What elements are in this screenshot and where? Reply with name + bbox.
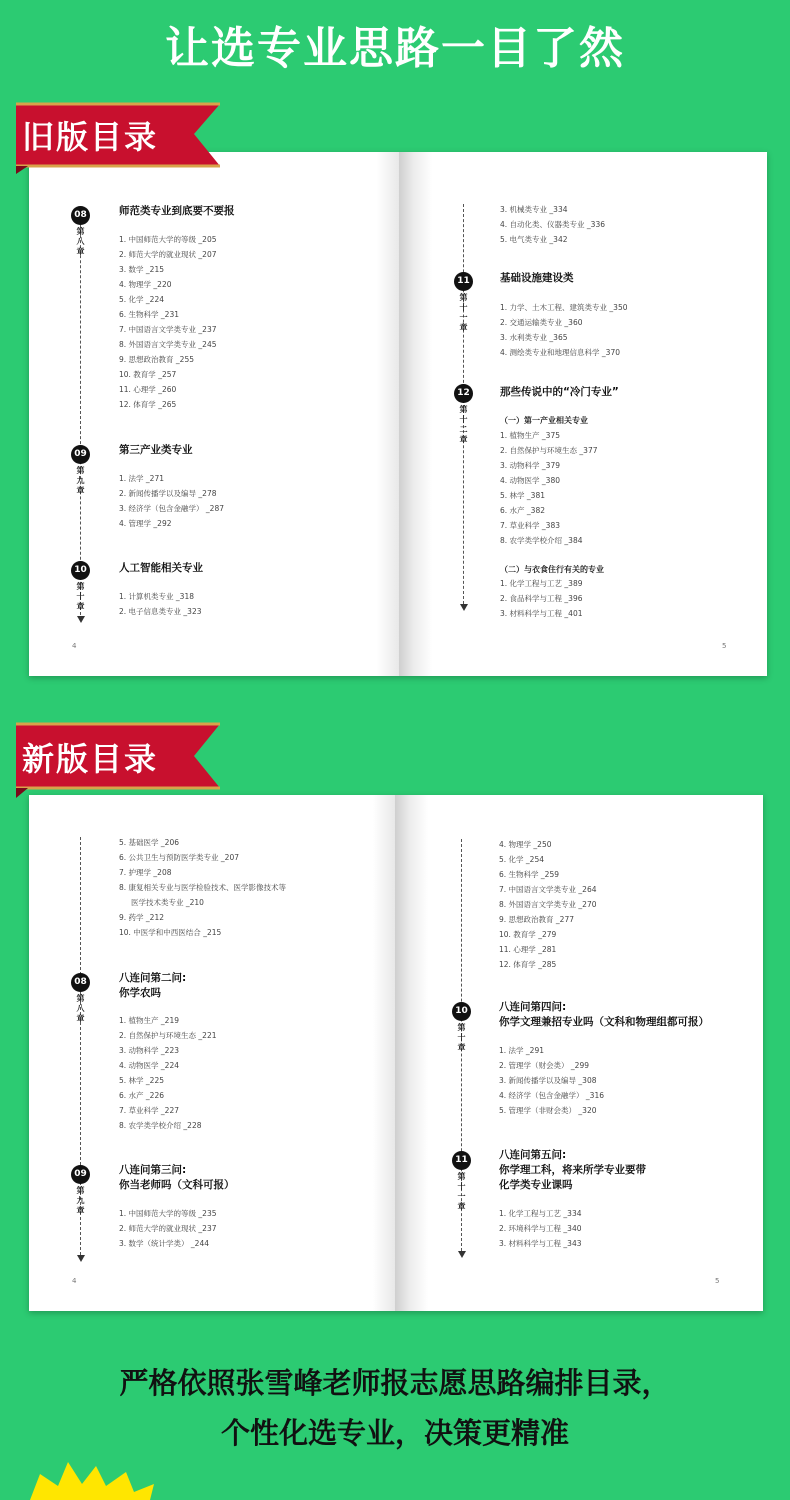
section-title: 基础设施建设类	[500, 272, 574, 284]
toc-item: 6. 生物科学 _259	[499, 870, 559, 879]
toc-item: 9. 药学 _212	[119, 913, 164, 922]
toc-list	[499, 1206, 582, 1251]
toc-item: 10. 教育学 _257	[119, 370, 177, 379]
section-title-line: 你学文理兼招专业吗（文科和物理组都可报）	[499, 1016, 709, 1028]
page-number: 4	[72, 642, 77, 650]
toc-item: 医学技术类专业 _210	[131, 898, 204, 907]
toc-item: 4. 管理学 _292	[119, 519, 172, 528]
timeline	[463, 204, 464, 604]
toc-item: 7. 草业科学 _383	[500, 521, 560, 530]
toc-item: 4. 经济学（包含金融学） _316	[499, 1091, 604, 1100]
toc-item: 4. 自动化类、仪器类专业 _336	[500, 220, 605, 229]
chapter-vertical-label: 第十章	[76, 582, 85, 611]
section-title: 那些传说中的“冷门专业”	[500, 386, 619, 398]
new-right-page	[395, 795, 763, 1311]
old-left-page	[29, 152, 399, 676]
toc-list	[499, 1043, 604, 1118]
toc-list	[119, 232, 217, 412]
toc-item: 12. 体育学 _265	[119, 400, 177, 409]
toc-item: 3. 动物科学 _223	[119, 1046, 179, 1055]
banner-label: 旧版目录	[22, 118, 159, 156]
toc-item: 12. 体育学 _285	[499, 960, 557, 969]
chapter-number: 08	[71, 206, 90, 225]
banner-label: 新版目录	[22, 740, 159, 778]
section-title	[499, 1148, 646, 1193]
toc-item: 1. 中国师范大学的等级 _235	[119, 1209, 217, 1218]
toc-item: 5. 化学 _254	[499, 855, 544, 864]
toc-item: 7. 草业科学 _227	[119, 1106, 179, 1115]
toc-item: 6. 生物科学 _231	[119, 310, 179, 319]
chapter-vertical-label: 第九章	[76, 1186, 85, 1215]
toc-item: 4. 动物医学 _380	[500, 476, 560, 485]
toc-item: 4. 动物医学 _224	[119, 1061, 179, 1070]
chapter-number: 09	[71, 445, 90, 464]
toc-list	[119, 835, 286, 940]
toc-item: 3. 数学（统计学类） _244	[119, 1239, 209, 1248]
chapter-number: 09	[71, 1165, 90, 1184]
toc-item: 2. 师范大学的就业现状 _207	[119, 250, 217, 259]
toc-list	[499, 837, 597, 972]
toc-item: 1. 法学 _271	[119, 474, 164, 483]
section-title-line: 八连问第四问:	[499, 1001, 567, 1013]
page-number: 5	[715, 1277, 720, 1285]
chapter-number: 12	[454, 384, 473, 403]
chapter-number: 10	[452, 1002, 471, 1021]
toc-item: 2. 自然保护与环境生态 _221	[119, 1031, 217, 1040]
toc-item: 2. 环境科学与工程 _340	[499, 1224, 582, 1233]
toc-item: 2. 自然保护与环境生态 _377	[500, 446, 598, 455]
chapter-number: 10	[71, 561, 90, 580]
toc-item: 8. 农学类学校介绍 _384	[500, 536, 583, 545]
toc-item: 1. 计算机类专业 _318	[119, 592, 194, 601]
new-toc-banner	[6, 718, 226, 790]
section-title: 第三产业类专业	[119, 444, 193, 456]
section-title-line: 八连问第二问:	[119, 972, 187, 984]
toc-item: 5. 电气类专业 _342	[500, 235, 568, 244]
toc-item: 1. 植物生产 _375	[500, 431, 560, 440]
toc-item: 3. 材料科学与工程 _343	[499, 1239, 582, 1248]
timeline-arrow	[77, 1255, 85, 1262]
page-title: 让选专业思路一目了然	[165, 23, 625, 74]
toc-item: 5. 管理学（非财会类） _320	[499, 1106, 597, 1115]
toc-list	[500, 576, 583, 621]
chapter-vertical-label: 第八章	[76, 994, 85, 1023]
section-title-line: 你学农吗	[119, 987, 161, 999]
toc-item: 11. 心理学 _281	[499, 945, 557, 954]
section-title: 师范类专业到底要不要报	[119, 205, 235, 217]
toc-item: 8. 农学类学校介绍 _228	[119, 1121, 202, 1130]
subsection-title: （一）第一产业相关专业	[500, 416, 588, 425]
toc-item: 10. 教育学 _279	[499, 930, 557, 939]
toc-item: 10. 中医学和中西医结合 _215	[119, 928, 222, 937]
toc-item: 5. 化学 _224	[119, 295, 164, 304]
toc-list	[119, 471, 224, 531]
chapter-vertical-label: 第十二章	[459, 405, 468, 444]
section-title	[119, 1163, 235, 1193]
toc-item: 2. 电子信息类专业 _323	[119, 607, 202, 616]
footer-line: 个性化选专业，决策更精准	[220, 1416, 569, 1450]
section-title	[499, 1000, 709, 1030]
toc-item: 6. 水产 _382	[500, 506, 545, 515]
chapter-vertical-label: 第十章	[457, 1023, 466, 1052]
toc-item: 2. 师范大学的就业现状 _237	[119, 1224, 217, 1233]
old-right-page	[399, 152, 767, 676]
toc-item: 8. 康复相关专业与医学检验技术、医学影像技术等	[119, 883, 287, 892]
timeline	[80, 220, 81, 615]
toc-item: 4. 物理学 _220	[119, 280, 172, 289]
toc-list	[500, 428, 598, 548]
toc-item: 7. 中国语言文学类专业 _264	[499, 885, 597, 894]
section-title-line: 八连问第五问:	[499, 1149, 567, 1161]
chapter-number: 11	[454, 272, 473, 291]
toc-item: 2. 新闻传播学以及编导 _278	[119, 489, 217, 498]
toc-item: 8. 外国语言文学类专业 _270	[499, 900, 597, 909]
toc-item: 7. 中国语言文学类专业 _237	[119, 325, 217, 334]
toc-item: 1. 化学工程与工艺 _389	[500, 579, 583, 588]
toc-item: 11. 心理学 _260	[119, 385, 177, 394]
toc-item: 3. 动物科学 _379	[500, 461, 560, 470]
toc-item: 3. 经济学（包含金融学） _287	[119, 504, 224, 513]
chapter-vertical-label: 第十一章	[457, 1172, 466, 1211]
page-number: 5	[722, 642, 727, 650]
timeline-arrow	[460, 604, 468, 611]
toc-item: 1. 中国师范大学的等级 _205	[119, 235, 217, 244]
toc-item: 3. 新闻传播学以及编导 _308	[499, 1076, 597, 1085]
chapter-vertical-label: 第九章	[76, 466, 85, 495]
toc-item: 3. 数学 _215	[119, 265, 164, 274]
toc-item: 1. 法学 _291	[499, 1046, 544, 1055]
toc-item: 9. 思想政治教育 _255	[119, 355, 194, 364]
section-title-line: 你当老师吗（文科可报）	[119, 1179, 235, 1191]
timeline-arrow	[458, 1251, 466, 1258]
new-left-page	[29, 795, 395, 1311]
toc-item: 5. 林学 _225	[119, 1076, 164, 1085]
toc-item: 2. 食品科学与工程 _396	[500, 594, 583, 603]
toc-item: 3. 机械类专业 _334	[500, 205, 568, 214]
footer-line: 严格依照张雪峰老师报志愿思路编排目录，	[119, 1366, 671, 1400]
toc-item: 8. 外国语言文学类专业 _245	[119, 340, 217, 349]
toc-item: 4. 测绘类专业和地理信息科学 _370	[500, 348, 620, 357]
toc-item: 3. 水利类专业 _365	[500, 333, 568, 342]
toc-item: 1. 力学、土木工程、建筑类专业 _350	[500, 303, 628, 312]
toc-list	[500, 202, 605, 247]
toc-list	[119, 1013, 217, 1133]
section-title-line: 化学类专业课吗	[499, 1179, 573, 1191]
toc-item: 2. 交通运输类专业 _360	[500, 318, 583, 327]
toc-item: 5. 林学 _381	[500, 491, 545, 500]
section-title: 人工智能相关专业	[119, 562, 203, 574]
subsection-title: （二）与衣食住行有关的专业	[500, 565, 604, 574]
toc-item: 9. 思想政治教育 _277	[499, 915, 574, 924]
toc-list	[500, 300, 628, 360]
toc-item: 5. 基础医学 _206	[119, 838, 179, 847]
toc-item: 6. 水产 _226	[119, 1091, 164, 1100]
old-toc-book	[29, 152, 767, 676]
chapter-vertical-label: 第十一章	[459, 293, 468, 332]
toc-list	[119, 589, 202, 619]
toc-list	[119, 1206, 217, 1251]
page-number: 4	[72, 1277, 77, 1285]
starburst-decoration	[30, 1462, 160, 1500]
section-title-line: 八连问第三问:	[119, 1164, 187, 1176]
timeline-arrow	[77, 616, 85, 623]
chapter-vertical-label: 第八章	[76, 227, 85, 256]
section-title-line: 你学理工科，将来所学专业要带	[499, 1164, 646, 1176]
toc-item: 1. 化学工程与工艺 _334	[499, 1209, 582, 1218]
toc-item: 6. 公共卫生与预防医学类专业 _207	[119, 853, 239, 862]
toc-item: 1. 植物生产 _219	[119, 1016, 179, 1025]
chapter-number: 08	[71, 973, 90, 992]
toc-item: 7. 护理学 _208	[119, 868, 172, 877]
old-toc-banner	[6, 96, 226, 168]
new-toc-book	[29, 795, 763, 1311]
toc-item: 3. 材料科学与工程 _401	[500, 609, 583, 618]
chapter-number: 11	[452, 1151, 471, 1170]
section-title	[119, 971, 186, 1001]
footer-slogan	[0, 1358, 790, 1458]
toc-item: 2. 管理学（财会类） _299	[499, 1061, 589, 1070]
toc-item: 4. 物理学 _250	[499, 840, 552, 849]
